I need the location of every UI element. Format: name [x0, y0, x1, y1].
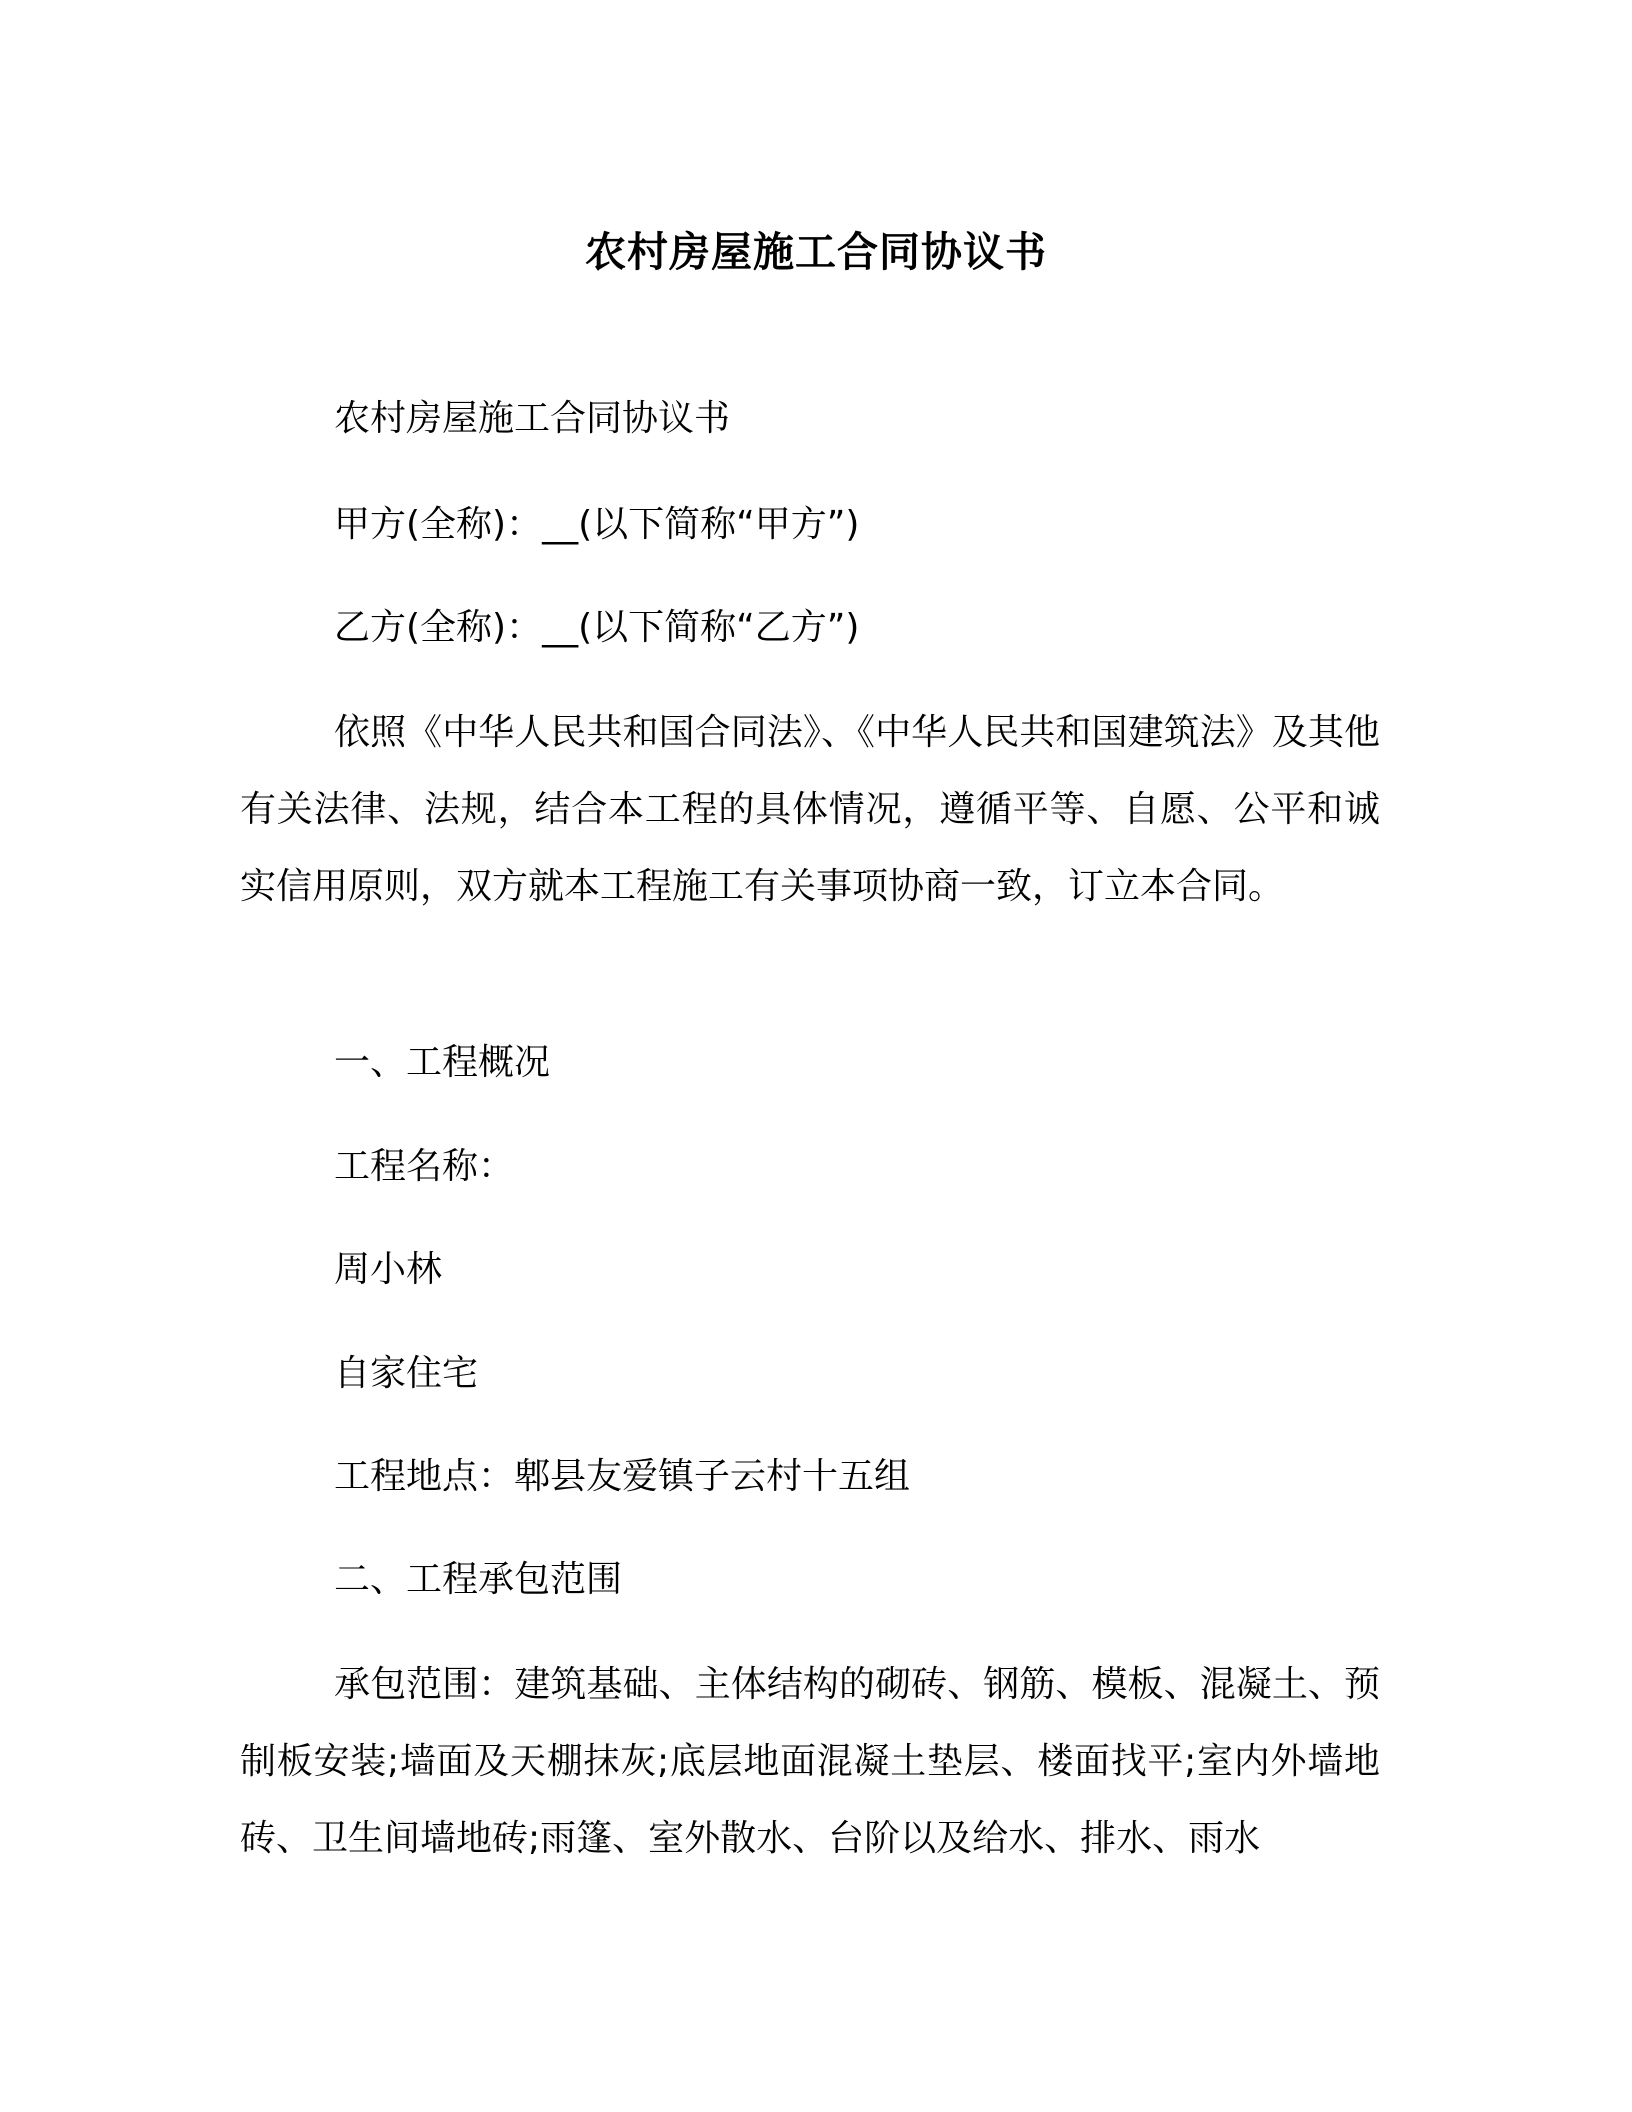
document-title: 农村房屋施工合同协议书 — [585, 228, 1047, 276]
project-location: 工程地点：郫县友爱镇子云村十五组 — [334, 1456, 911, 1497]
scope-paragraph: 承包范围：建筑基础、主体结构的砌砖、钢筋、模板、混凝土、预制板安装;墙面及天棚抹灰;底层地面混凝土垫层、楼面找平;室内外墙地砖、卫生间墙地砖;雨篷、室外散水、台阶以及给水、排水、雨水 — [240, 1664, 1380, 1859]
party-b-line: 乙方(全称)：__(以下简称“乙方”) — [334, 607, 860, 648]
party-a-line: 甲方(全称)：__(以下简称“甲方”) — [334, 504, 860, 545]
project-name-label: 工程名称： — [334, 1146, 515, 1187]
preamble-paragraph: 依照《中华人民共和国合同法》、《中华人民共和国建筑法》及其他有关法律、法规，结合本工程的具体情况，遵循平等、自愿、公平和诚实信用原则，双方就本工程施工有关事项协商一致，订立本合同。 — [240, 712, 1380, 907]
project-type: 自家住宅 — [334, 1353, 479, 1394]
subtitle-line: 农村房屋施工合同协议书 — [334, 398, 731, 439]
section-1-heading: 一、工程概况 — [334, 1042, 551, 1083]
section-2-heading: 二、工程承包范围 — [334, 1559, 623, 1600]
owner-name: 周小林 — [334, 1249, 443, 1290]
